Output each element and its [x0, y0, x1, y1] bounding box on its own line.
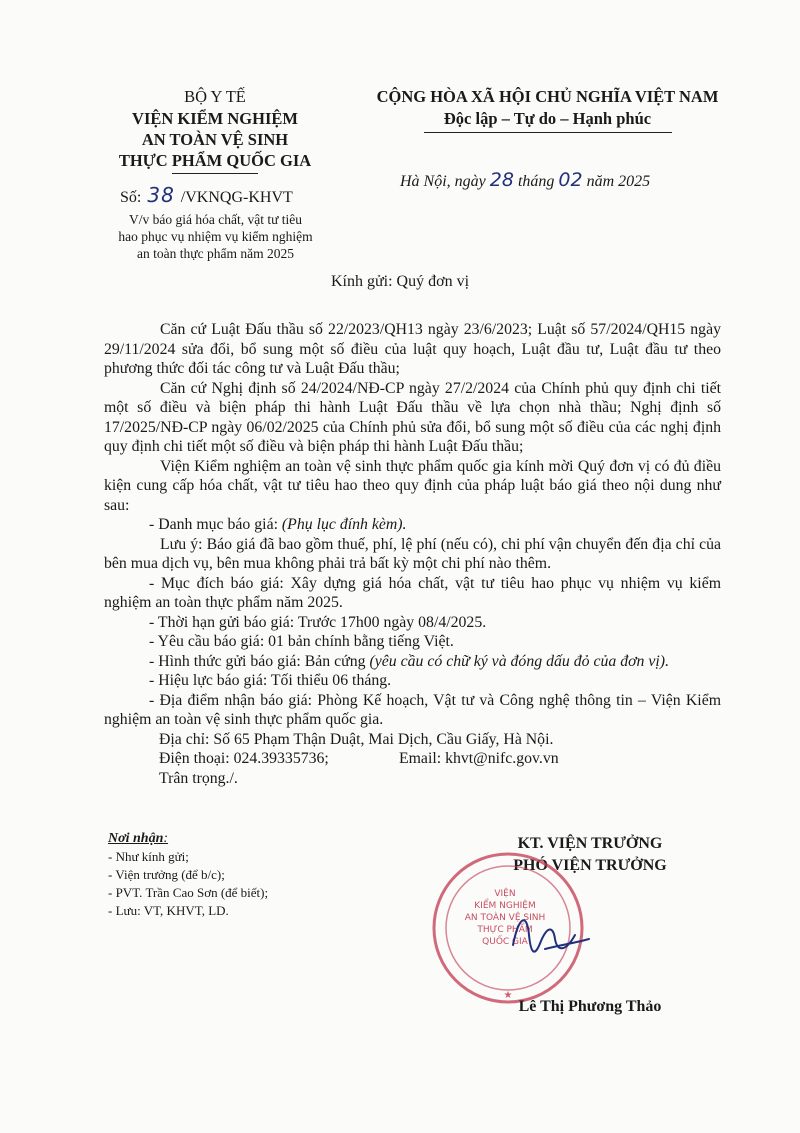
list-item: - Yêu cầu báo giá: 01 bản chính bằng tiếng Việt.: [149, 633, 454, 650]
paragraph: Căn cứ Luật Đấu thầu số 22/2023/QH13 ngày 23/6/2023; Luật số 57/2024/QH15 ngày 29/11/2024 sửa đổi, bổ sung một số điều của luật quy hoạch, Luật đầu tư, Luật đầu tư theo phương thức đối tác công tư và Luật Đấu thầu;: [104, 321, 721, 377]
list-item-label: - Hình thức gửi báo giá: Bản cứng: [149, 652, 366, 670]
contact-line: [104, 749, 721, 769]
paragraph: Căn cứ Nghị định số 24/2024/NĐ-CP ngày 27/2/2024 của Chính phủ quy định chi tiết một số điều và biện pháp thi hành Luật Đấu thầu về lựa chọn nhà thầu; Nghị định số 17/2025/NĐ-CP ngày 06/02/2025 của Chính phủ sửa đổi, bổ sung một số điều của các nghị định quy định chi tiết một số điều và biện pháp thi hành Luật Đấu thầu;: [104, 379, 721, 455]
list-item-value: (yêu cầu có chữ ký và đóng dấu đỏ của đơn vị).: [369, 652, 670, 670]
letter-body: [104, 320, 721, 788]
recipient-item: - Lưu: VT, KHVT, LD.: [108, 903, 229, 918]
recipient-item: - PVT. Trần Cao Sơn (để biết);: [108, 885, 269, 900]
national-header: [355, 86, 740, 133]
recipient-item: - Viện trưởng (để b/c);: [108, 867, 225, 882]
list-item-value: (Phụ lục đính kèm).: [281, 516, 407, 533]
subject-line: hao phục vụ nhiệm vụ kiểm nghiệm: [118, 229, 313, 244]
subject-line: an toàn thực phẩm năm 2025: [137, 246, 294, 261]
phone-text: Điện thoại: 024.39335736;: [159, 750, 329, 767]
seal-text-line: KIỂM NGHIỆM: [474, 901, 536, 911]
paragraph: Viện Kiểm nghiệm an toàn vệ sinh thực phẩm quốc gia kính mời Quý đơn vị có đủ điều kiện cung cấp hóa chất, vật tư tiêu hao theo quy định của pháp luật báo giá theo nội dung như sau:: [104, 457, 721, 514]
number-handwritten: 38: [147, 183, 175, 207]
date-line: [400, 169, 650, 191]
date-day: 28: [489, 169, 514, 191]
svg-text:★: ★: [503, 990, 513, 1001]
seal-text-line: VIỆN: [494, 889, 516, 899]
document-number: [120, 183, 293, 207]
date-prefix: Hà Nội, ngày: [400, 173, 486, 190]
seal-text-line: THỰC PHẨM: [477, 925, 533, 935]
org-name-line2: AN TOÀN VỆ SINH: [141, 130, 289, 149]
date-month-label: tháng: [517, 173, 555, 190]
date-year: năm 2025: [586, 173, 651, 190]
note: Lưu ý: Báo giá đã bao gồm thuế, phí, lệ phí (nếu có), chi phí vận chuyển đến địa chỉ của bên mua dịch vụ, bên mua không phải trả bất kỳ một chi phí nào thêm.: [104, 535, 721, 572]
recipients-title: Nơi nhận: [108, 831, 164, 846]
address-line: Địa chỉ: Số 65 Phạm Thận Duật, Mai Dịch, Cầu Giấy, Hà Nội.: [159, 730, 554, 748]
number-suffix: /VKNQG-KHVT: [180, 189, 293, 206]
recipients-list: Nơi nhận: - Như kính gửi; - Viện trưởng (để b/c); - PVT. Trần Cao Sơn (để biết); - Lưu: VT, KHVT, LD.: [108, 831, 269, 918]
document-subject: [88, 211, 343, 262]
list-item-label: - Danh mục báo giá:: [149, 516, 278, 533]
seal-text-line: AN TOÀN VỆ SINH: [464, 913, 546, 923]
subject-line: V/v báo giá hóa chất, vật tư tiêu: [128, 212, 302, 227]
signature-title-line2: PHÓ VIỆN TRƯỞNG: [513, 857, 667, 874]
org-name-line3: THỰC PHẨM QUỐC GIA: [118, 151, 312, 170]
list-item: - Mục đích báo giá: Xây dựng giá hóa chất, vật tư tiêu hao phục vụ nhiệm vụ kiểm nghiệm an toàn thực phẩm năm 2025.: [104, 574, 721, 611]
closing: Trân trọng./.: [159, 769, 238, 787]
handwritten-signature: [505, 905, 595, 965]
date-month: 02: [558, 169, 583, 191]
list-item: - Địa điểm nhận báo giá: Phòng Kế hoạch, Vật tư và Công nghệ thông tin – Viện Kiểm nghiệm an toàn vệ sinh thực phẩm quốc gia.: [104, 691, 721, 728]
list-item: [104, 652, 721, 672]
salutation: Kính gửi: Quý đơn vị: [330, 273, 470, 290]
number-label: Số:: [120, 189, 142, 206]
list-item: - Hiệu lực báo giá: Tối thiểu 06 tháng.: [149, 672, 392, 689]
email-text: Email: khvt@nifc.gov.vn: [399, 750, 559, 767]
header-left-divider: [172, 173, 258, 174]
signature-title-line1: KT. VIỆN TRƯỞNG: [517, 835, 663, 852]
nation-title: CỘNG HÒA XÃ HỘI CHỦ NGHĨA VIỆT NAM: [376, 87, 719, 106]
signer-name: Lê Thị Phương Thảo: [518, 998, 662, 1015]
recipient-item: - Như kính gửi;: [108, 849, 189, 864]
motto: Độc lập – Tự do – Hạnh phúc: [443, 109, 652, 128]
seal-text-line: QUỐC GIA: [482, 937, 528, 947]
issuer-header: [95, 86, 335, 174]
ministry-name: BỘ Y TẾ: [184, 87, 246, 106]
org-name-line1: VIỆN KIỂM NGHIỆM: [132, 109, 298, 128]
list-item: [104, 515, 721, 535]
list-item: - Thời hạn gửi báo giá: Trước 17h00 ngày 08/4/2025.: [149, 613, 487, 631]
motto-divider: [424, 132, 672, 133]
